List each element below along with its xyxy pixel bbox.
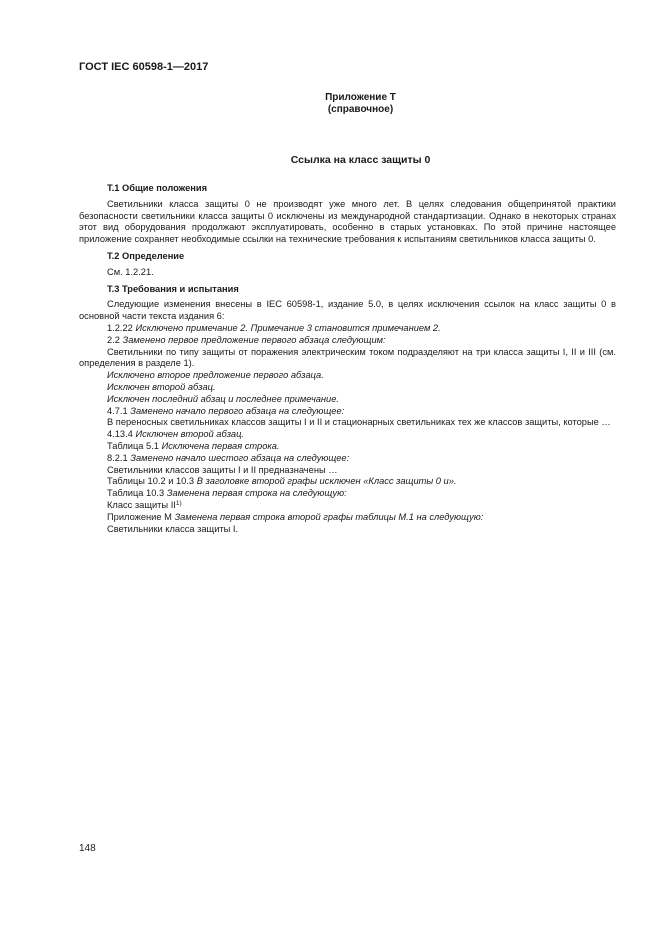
footnote-marker: 1): [175, 499, 182, 507]
change-line: [79, 429, 616, 441]
change-text: Заменена первая строка на следующую:: [166, 488, 347, 499]
annex-title: Приложение Т: [325, 92, 396, 103]
annex-subtitle: (справочное): [327, 104, 394, 115]
change-text: Исключен второй абзац.: [135, 429, 244, 440]
replacement-text: Светильники по типу защиты от поражения электрическим током подразделяют на три класса защиты I, II и III (см. определения в разделе 1).: [79, 346, 616, 369]
change-ref: Таблица 5.1: [107, 440, 159, 451]
change-ref: 2.2: [107, 334, 120, 345]
change-ref: Таблицы 10.2 и 10.3: [107, 476, 195, 487]
change-line: [79, 441, 616, 453]
replacement-text: В переносных светильниках классов защиты I и II и стационарных светильниках тех же классов защиты, которые …: [107, 417, 611, 428]
change-line: [79, 406, 616, 418]
section-text-t1: Светильники класса защиты 0 не производят уже много лет. В целях следования общепринятой практики безопасности светильники класса защиты 0 исключены из международной стандартизации. Однако в некоторых странах этот вид оборудования продолжают эксплуатировать, особенно в старых установках. По этой причине настоящее приложение сохраняет необходимые ссылки на технические требования к испытаниям светильников класса защиты 0.: [79, 198, 616, 245]
change-line: [79, 488, 616, 500]
change-text: Заменено первое предложение первого абзаца следующим:: [122, 334, 386, 345]
change-text: Заменена первая строка второй графы таблицы М.1 на следующую:: [174, 511, 484, 522]
change-line: [79, 476, 616, 488]
change-text: Заменено начало первого абзаца на следующее:: [130, 405, 345, 416]
change-line: [79, 512, 616, 524]
change-line: [79, 335, 616, 347]
change-line: Исключен последний абзац и последнее примечание.: [107, 393, 339, 404]
change-line: Исключено второе предложение первого абзаца.: [107, 370, 324, 381]
section-heading-t2: Т.2 Определение: [107, 250, 185, 261]
change-ref: Таблица 10.3: [107, 488, 165, 499]
standard-header: ГОСТ IEC 60598-1—2017: [79, 61, 209, 73]
change-ref: Приложение М: [107, 511, 172, 522]
change-text: В заголовке второй графы исключен «Класс защиты 0 и».: [196, 476, 457, 487]
annex-heading: [0, 92, 661, 116]
change-ref: 4.13.4: [107, 429, 133, 440]
replacement-value: Класс защиты II: [107, 499, 176, 510]
change-text: Заменено начало шестого абзаца на следующее:: [130, 452, 350, 463]
change-ref: 8.2.1: [107, 452, 128, 463]
page-number: 148: [79, 843, 96, 854]
section-heading-t1: Т.1 Общие положения: [107, 183, 208, 193]
change-text: Исключена первая строка.: [161, 440, 280, 451]
change-line: [79, 453, 616, 465]
change-ref: 1.2.22: [107, 322, 133, 333]
document-body: [79, 183, 616, 535]
change-line: [79, 323, 616, 335]
document-title: Ссылка на класс защиты 0: [290, 154, 431, 166]
replacement-text: Светильники классов защиты I и II предназначены …: [107, 464, 338, 475]
replacement-text: Светильники класса защиты I.: [107, 523, 239, 534]
change-ref: 4.7.1: [107, 405, 128, 416]
change-text: Исключено примечание 2. Примечание 3 становится примечанием 2.: [135, 322, 441, 333]
section-intro-t3: Следующие изменения внесены в IEC 60598-1, издание 5.0, в целях исключения ссылок на класс защиты 0 в основной части текста издания 6:: [79, 299, 616, 322]
section-text-t2: См. 1.2.21.: [107, 266, 154, 277]
change-line: Исключен второй абзац.: [107, 381, 216, 392]
section-heading-t3: Т.3 Требования и испытания: [107, 283, 239, 294]
replacement-text: [79, 500, 616, 512]
